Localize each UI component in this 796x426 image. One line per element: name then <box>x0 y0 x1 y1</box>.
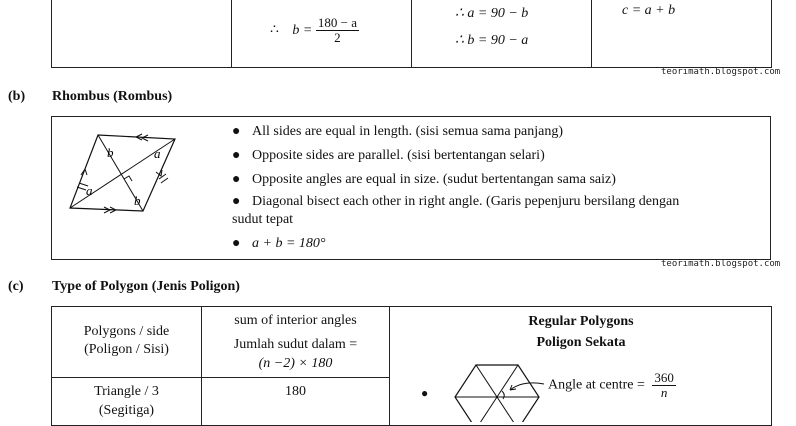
rhombus-bullet-1: ● All sides are equal in length. (sisi semua sama panjang) <box>232 124 564 139</box>
polygon-header-col1-line1: Polygons / side <box>83 324 170 339</box>
angle-fraction-denominator: n <box>660 385 668 400</box>
angle-label-b-top: b <box>107 145 114 160</box>
top-table-divider-3 <box>591 0 592 68</box>
triangle-row-malay: (Segitiga) <box>98 403 155 418</box>
rhombus-bullet-4-text: Diagonal bisect each other in right angle. (Garis pepenjuru bersilang dengan <box>252 194 680 209</box>
credit-2: teorimath.blogspot.com <box>661 259 781 269</box>
angle-fraction-numerator: 360 <box>654 370 674 385</box>
top-table-divider-1 <box>231 0 232 68</box>
top-table-divider-2 <box>411 0 412 68</box>
rhombus-diagram <box>60 125 190 220</box>
credit-1: teorimath.blogspot.com <box>661 67 781 77</box>
hexagon-bullet: ● <box>421 386 429 400</box>
pointer-arrow <box>510 383 544 390</box>
regular-polygons-title-malay: Poligon Sekata <box>536 335 626 350</box>
centre-angle-arc <box>502 391 504 399</box>
section-c-title: Type of Polygon (Jenis Poligon) <box>52 279 240 294</box>
angle-label-b-bottom: b <box>134 193 141 208</box>
polygon-header-col1-line2: (Poligon / Sisi) <box>84 342 169 357</box>
rhombus-bullet-1-text: All sides are equal in length. (sisi semua sama panjang) <box>252 124 564 139</box>
angle-at-centre-formula <box>548 371 676 400</box>
angle-at-centre-label: Angle at centre = <box>548 377 645 393</box>
top-col3-line2: ∴ b = 90 − a <box>455 33 529 48</box>
angle-label-a-left: a <box>86 183 93 198</box>
section-c-label: (c) <box>8 279 24 294</box>
polygon-header-col2-line2: Jumlah sudut dalam = <box>233 337 358 352</box>
section-b-title: Rhombus (Rombus) <box>52 89 173 104</box>
hexagon-diagram <box>448 362 548 422</box>
col2-fraction-denominator: 2 <box>334 30 341 45</box>
top-col2-formula <box>270 16 359 45</box>
col2-fraction-numerator: 180 − a <box>317 15 357 30</box>
polygon-table-header-line <box>51 377 389 378</box>
rhombus-bullet-4: ● Diagonal bisect each other in right angle. (Garis pepenjuru bersilang dengan <box>232 194 680 209</box>
polygon-header-col2-line3: (n −2) × 180 <box>258 356 333 371</box>
hexagon-spokes <box>455 365 539 422</box>
rhombus-bullet-3-text: Opposite angles are equal in size. (sudut bertentangan sama saiz) <box>252 172 616 187</box>
angle-label-a-right: a <box>154 146 161 161</box>
regular-polygons-title: Regular Polygons <box>528 314 634 329</box>
section-b-label: (b) <box>8 89 26 104</box>
rhombus-bullet-2-text: Opposite sides are parallel. (sisi bertentangan selari) <box>252 148 545 163</box>
therefore-symbol: ∴ <box>270 22 279 38</box>
col2-variable: b = <box>292 22 313 38</box>
triangle-row-name: Triangle / 3 <box>94 384 159 399</box>
top-col4-line: c = a + b <box>622 3 676 18</box>
hexagon-shape <box>455 365 539 422</box>
rhombus-bullet-5-text: a + b = 180° <box>252 236 326 251</box>
rhombus-bullet-5: ● a + b = 180° <box>232 236 326 251</box>
rhombus-bullet-2: ● Opposite sides are parallel. (sisi bertentangan selari) <box>232 148 545 163</box>
angle-fraction <box>652 371 676 400</box>
top-col3-line1: ∴ a = 90 − b <box>455 6 529 21</box>
rhombus-bullet-4-continued: sudut tepat <box>232 212 294 227</box>
col2-fraction <box>316 16 359 45</box>
polygon-header-col2-line1: sum of interior angles <box>234 313 357 328</box>
triangle-row-sum: 180 <box>285 384 306 399</box>
rhombus-bullet-3: ● Opposite angles are equal in size. (sudut bertentangan sama saiz) <box>232 172 616 187</box>
